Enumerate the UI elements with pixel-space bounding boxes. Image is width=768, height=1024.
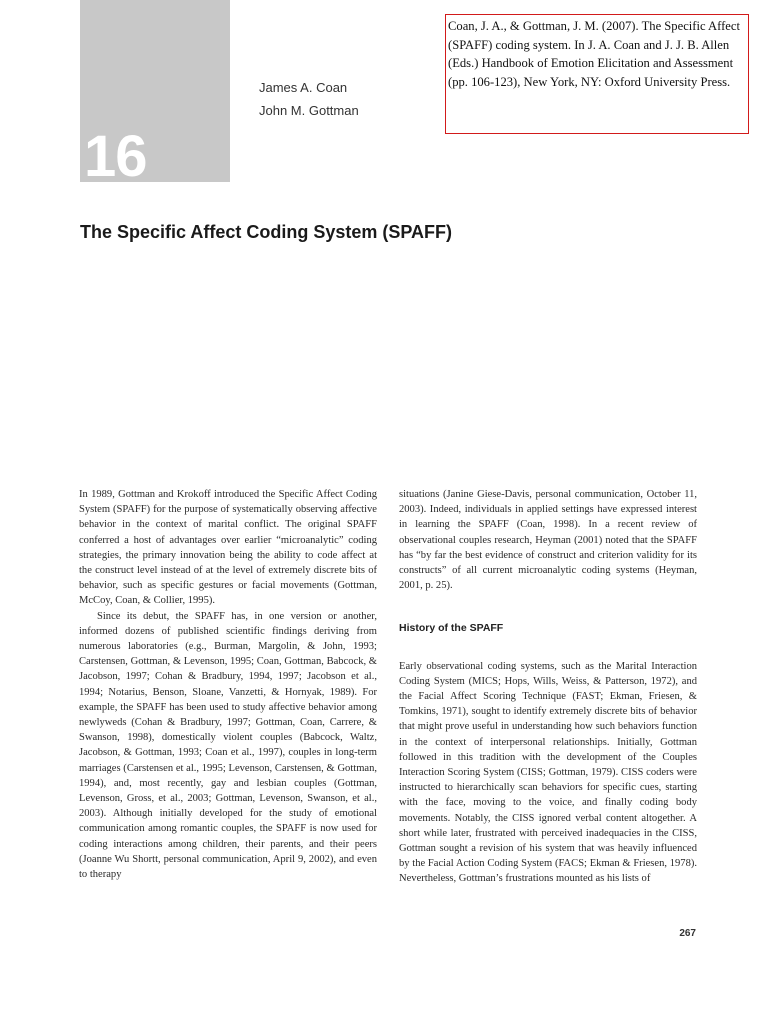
author-name: John M. Gottman	[259, 103, 359, 118]
body-paragraph: Since its debut, the SPAFF has, in one version or another, informed dozens of published scientific findings deriving from numerous laboratories (e.g., Burman, Margolin, & John, 1993; Carstensen, Gottman, & Levenson, 1995; Coan, Gottman, Babcock, & Jacobson, 1997; Cohan & Bradbury, 1994, 1997; Jacobson et al., 1994; Notarius, Benson, Sloane, Vanzetti, & Hornyak, 1989). For example, the SPAFF has been used to study affective behavior among newlyweds (Cohan & Bradbury, 1997; Gottman, Coan, Carrere, & Swanson, 1998), domestically violent couples (Babcock, Waltz, Jacobson, & Gottman, 1993; Coan et al., 1997), couples in long-term marriages (Carstensen et al., 1995; Levenson, Carstensen, & Gottman, 1994), and, most recently, gay and lesbian couples (Gottman, Levenson, Gross, et al., 2003; Gottman, Levenson, Swanson, et al., 2003). Although initially developed for the study of emotional communication among romantic couples, the SPAFF is now used for coding interactions among children, their parents, and their peers (Joanne Wu Shortt, personal communication, April 9, 2002), and even to therapy	[79, 610, 377, 881]
body-paragraph: situations (Janine Giese-Davis, personal communication, October 11, 2003). Indeed, individuals in applied settings have expressed interest in learning the SPAFF (Coan, 1998). In a recent review of observational couples research, Heyman (2001) noted that the SPAFF has “by far the best evidence of construct and criterion validity for its constructs” of all current microanalytic coding systems (Heyman, 2001, p. 25).	[399, 489, 697, 592]
page-number: 267	[679, 928, 696, 939]
left-column	[79, 487, 377, 882]
citation-box: Coan, J. A., & Gottman, J. M. (2007). The Specific Affect (SPAFF) coding system. In J. A. Coan and J. J. B. Allen (Eds.) Handbook of Emotion Elicitation and Assessment (pp. 106-123), New York, NY: Oxford University Press.	[445, 14, 749, 134]
author-name: James A. Coan	[259, 80, 348, 95]
body-paragraph: In 1989, Gottman and Krokoff introduced the Specific Affect Coding System (SPAFF) for the purpose of systematically observing affective behavior in the context of marital conflict. The original SPAFF conferred a host of advantages over earlier “microanalytic” coding strategies, the primary innovation being the ability to code affect at the construct level instead of at the level of extremely discrete bits of behavior, such as specific gestures or facial movements (Gottman, McCoy, Coan, & Collier, 1995).	[79, 489, 377, 607]
right-column	[399, 487, 697, 887]
chapter-number: 16	[84, 124, 147, 189]
chapter-title: The Specific Affect Coding System (SPAFF)	[80, 222, 453, 242]
chapter-number-block	[80, 0, 230, 189]
section-heading: History of the SPAFF	[399, 622, 504, 635]
author-list	[259, 76, 359, 122]
body-paragraph: Early observational coding systems, such as the Marital Interaction Coding System (MICS; Hops, Wills, Weiss, & Patterson, 1972), and the Facial Affect Scoring Technique (FAST; Ekman, Friesen, & Tomkins, 1971), sought to identify extremely discrete bits of behavior that might prove useful in understanding how such behaviors function in the context of interpersonal relationships. Initially, Gottman followed in this tradition with the development of the Couples Interaction Scoring System (CISS; Gottman, 1979). CISS coders were instructed to hierarchically scan behaviors for specific cues, starting with the face, moving to the voice, and finally coding body movements. Notably, the CISS ignored verbal content altogether. A short while later, frustrated with perceived inadequacies in the CISS, Gottman sought a revision of his system that was heavily influenced by the Facial Action Coding System (FACS; Ekman & Friesen, 1978). Nevertheless, Gottman’s frustrations mounted as his lists of	[399, 660, 697, 885]
